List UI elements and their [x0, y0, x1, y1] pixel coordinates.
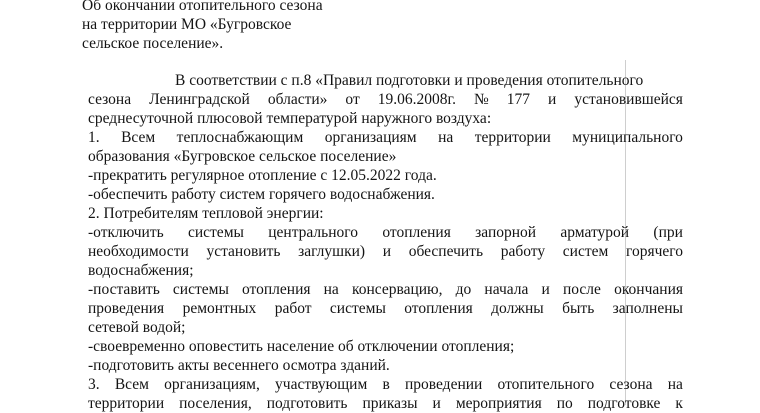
- word: №: [473, 91, 489, 108]
- word: системы: [172, 281, 229, 298]
- word: подготовке: [587, 395, 661, 412]
- word: 177: [506, 91, 531, 108]
- word: работу: [500, 243, 546, 260]
- heading-line-2: на территории МО «Бугровское: [82, 16, 292, 33]
- heading-line-1: Об окончании отопительного сезона: [82, 0, 323, 14]
- word: центрального: [268, 224, 359, 241]
- word: начала: [484, 281, 529, 298]
- word: отопления: [404, 300, 473, 317]
- word: и: [541, 281, 550, 298]
- item-3-line-1: [88, 375, 683, 394]
- word: заполнены: [612, 300, 683, 317]
- word: муниципального: [572, 129, 683, 146]
- word: -отключить: [88, 224, 164, 241]
- word: проведении: [404, 376, 483, 393]
- word: сезона: [609, 376, 653, 393]
- word: запорной: [475, 224, 537, 241]
- word: работ: [274, 300, 312, 317]
- item-1-line-4: -обеспечить работу систем горячего водоснабжения.: [88, 186, 435, 203]
- word: 1.: [88, 129, 100, 146]
- word: консервацию,: [351, 281, 443, 298]
- word: к: [675, 395, 683, 412]
- word: Всем: [114, 376, 149, 393]
- item-2-line-9: -подготовить акты весеннего осмотра зданий.: [88, 357, 390, 374]
- intro-line-1: В соответствии с п.8 «Правил подготовки и проведения отопительного: [175, 72, 644, 89]
- word: на: [323, 281, 339, 298]
- item-2-line-2: [88, 223, 683, 242]
- word: участвующим: [275, 376, 368, 393]
- intro-line-3: среднесуточной плюсовой температурой наружного воздуха:: [88, 110, 492, 127]
- word: поселения,: [179, 395, 252, 412]
- word: 19.06.2008г.: [377, 91, 456, 108]
- word: быть: [562, 300, 595, 317]
- word: арматурой: [560, 224, 630, 241]
- word: установить: [206, 243, 281, 260]
- word: проведения: [88, 300, 165, 317]
- word: обеспечить: [408, 243, 484, 260]
- word: ремонтных: [182, 300, 257, 317]
- word: и: [382, 243, 392, 260]
- word: и: [432, 395, 441, 412]
- scan-artifact-line: [625, 60, 626, 405]
- item-2-line-4: водоснабжения;: [88, 262, 194, 279]
- item-1-line-1: [88, 128, 683, 147]
- item-1-line-2: образования «Бугровское сельское поселение»: [88, 148, 397, 165]
- word: после: [562, 281, 601, 298]
- word: по: [556, 395, 573, 412]
- word: горячего: [625, 243, 683, 260]
- word: мероприятия: [455, 395, 542, 412]
- item-2-line-7: сетевой водой;: [88, 319, 186, 336]
- word: отопительного: [497, 376, 595, 393]
- word: в: [382, 376, 390, 393]
- item-3-line-2: [88, 394, 683, 413]
- word: отопления: [382, 224, 451, 241]
- word: системы: [329, 300, 386, 317]
- word: и: [548, 91, 557, 108]
- heading-line-3: сельское поселение».: [82, 35, 224, 52]
- word: Ленинградской: [149, 91, 250, 108]
- word: территории: [474, 129, 551, 146]
- word: окончания: [614, 281, 683, 298]
- item-2-line-5: [88, 280, 683, 299]
- word: 3.: [88, 376, 100, 393]
- item-2-line-6: [88, 299, 683, 318]
- word: -поставить: [88, 281, 160, 298]
- word: должны: [491, 300, 544, 317]
- word: организациям: [324, 129, 417, 146]
- word: заглушки): [298, 243, 366, 260]
- word: приказы: [362, 395, 418, 412]
- item-1-line-3: -прекратить регулярное отопление с 12.05.2022 года.: [88, 167, 437, 184]
- word: системы: [187, 224, 244, 241]
- word: сезона: [88, 91, 132, 108]
- word: области»: [267, 91, 328, 108]
- word: от: [345, 91, 360, 108]
- item-2-line-1: 2. Потребителям тепловой энергии:: [88, 205, 324, 222]
- word: подготовить: [266, 395, 348, 412]
- word: до: [455, 281, 472, 298]
- word: установившейся: [574, 91, 683, 108]
- word: теплоснабжающим: [176, 129, 304, 146]
- word: систем: [562, 243, 609, 260]
- word: Всем: [121, 129, 156, 146]
- word: на: [438, 129, 454, 146]
- word: организациям,: [164, 376, 260, 393]
- word: отопления: [242, 281, 311, 298]
- word: территории: [88, 395, 165, 412]
- word: на: [667, 376, 683, 393]
- item-2-line-3: [88, 242, 683, 261]
- word: (при: [653, 224, 683, 241]
- word: необходимости: [88, 243, 189, 260]
- intro-line-2: [88, 90, 683, 109]
- item-2-line-8: -своевременно оповестить население об отключении отопления;: [88, 338, 515, 355]
